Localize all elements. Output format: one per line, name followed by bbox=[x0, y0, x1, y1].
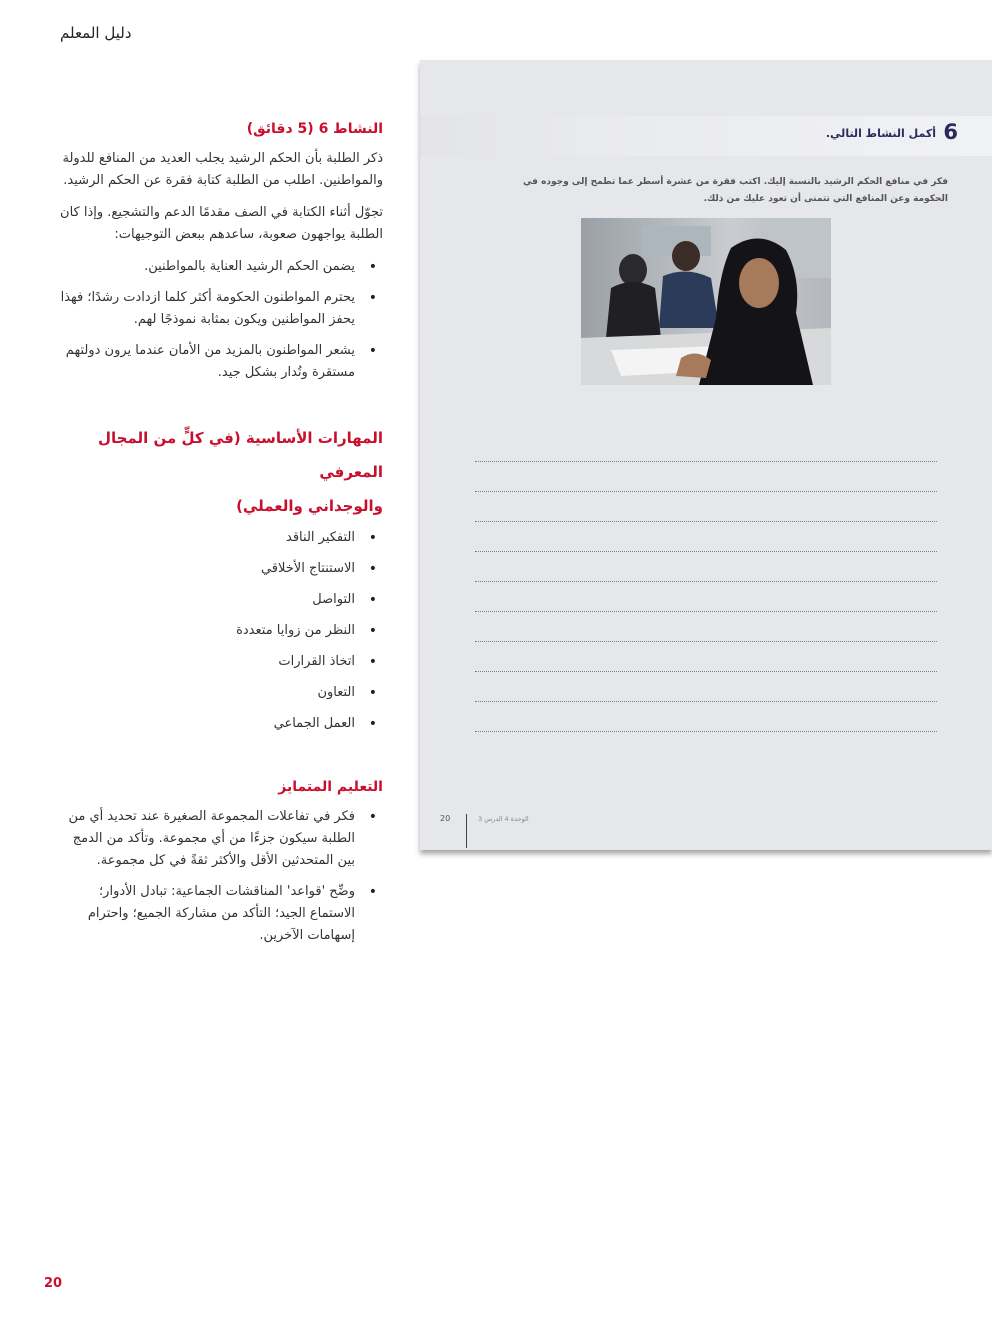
list-item: • النظر من زوايا متعددة bbox=[60, 620, 383, 642]
footer-divider bbox=[466, 814, 467, 848]
writing-line[interactable] bbox=[475, 672, 937, 702]
activity-paragraph-1: ذكر الطلبة بأن الحكم الرشيد يجلب العديد من المنافع للدولة والمواطنين. اطلب من الطلبة كتابة فقرة عن الحكم الرشيد. bbox=[62, 151, 383, 188]
writing-line[interactable] bbox=[475, 642, 937, 672]
classroom-photo-illustration bbox=[581, 218, 831, 385]
writing-line[interactable] bbox=[475, 612, 937, 642]
activity-title: أكمل النشاط التالي. bbox=[825, 127, 936, 140]
page-number: 20 bbox=[44, 1276, 63, 1291]
activity-title-bar bbox=[420, 116, 992, 156]
list-item: • يحترم المواطنون الحكومة أكثر كلما ازدادت رشدًا؛ فهذا يحفز المواطنين ويكون بمثابة نموذجًا لهم. bbox=[60, 287, 383, 331]
writing-line[interactable] bbox=[475, 492, 937, 522]
list-item: • وضِّح 'قواعد' المناقشات الجماعية: تبادل الأدوار؛ الاستماع الجيد؛ التأكد من مشاركة الجميع؛ واحترام إسهامات الآخرين. bbox=[60, 881, 383, 947]
writing-line[interactable] bbox=[475, 432, 937, 462]
list-item: • العمل الجماعي bbox=[60, 713, 383, 735]
writing-line[interactable] bbox=[475, 522, 937, 552]
skills-list bbox=[60, 527, 383, 735]
workbook-page-number: 20 bbox=[440, 814, 451, 823]
classroom-photo bbox=[581, 218, 831, 385]
activity-heading: النشاط 6 (5 دقائق) bbox=[246, 121, 383, 137]
writing-line[interactable] bbox=[475, 702, 937, 732]
activity-paragraph-2: تجوّل أثناء الكتابة في الصف مقدمًا الدعم والتشجيع. وإذا كان الطلبة يواجهون صعوبة، ساعدهم ببعض التوجيهات: bbox=[60, 205, 383, 242]
list-item: • التواصل bbox=[60, 589, 383, 611]
list-item: • التعاون bbox=[60, 682, 383, 704]
writing-lines[interactable] bbox=[475, 432, 937, 732]
writing-line[interactable] bbox=[475, 582, 937, 612]
activity-bullet-list bbox=[60, 256, 383, 384]
page-header-title: دليل المعلم bbox=[60, 24, 132, 42]
activity-instruction: فكر في منافع الحكم الرشيد بالنسبة إليك. اكتب فقرة من عشرة أسطر عما تطمح إلى وجوده في الحكومة وعن المنافع التي تتمنى أن تعود عليك من ذلك. bbox=[522, 177, 948, 204]
workbook-unit-lesson: الوحدة 4 الدرس 3 bbox=[478, 815, 529, 823]
list-item: • فكر في تفاعلات المجموعة الصغيرة عند تحديد أي من الطلبة سيكون جزءًا من أي مجموعة. وتأكد من الدمج بين المتحدثين الأقل والأكثر ثقةً في كل مجموعة. bbox=[60, 806, 383, 872]
workbook-page-panel bbox=[420, 60, 992, 850]
activity-number: 6 bbox=[943, 120, 958, 144]
skills-heading-line-1: المهارات الأساسية (في كلٍّ من المجال المعرفي bbox=[97, 429, 383, 481]
list-item: • يشعر المواطنون بالمزيد من الأمان عندما يرون دولتهم مستقرة وتُدار بشكل جيد. bbox=[60, 340, 383, 384]
list-item: • التفكير الناقد bbox=[60, 527, 383, 549]
writing-line[interactable] bbox=[475, 462, 937, 492]
teacher-guide-column bbox=[60, 118, 383, 956]
list-item: • يضمن الحكم الرشيد العناية بالمواطنين. bbox=[60, 256, 383, 278]
workbook-footer bbox=[420, 812, 992, 852]
skills-heading-line-2: والوجداني والعملي) bbox=[236, 497, 383, 515]
writing-line[interactable] bbox=[475, 552, 937, 582]
differentiated-bullet-list bbox=[60, 806, 383, 947]
list-item: • اتخاذ القرارات bbox=[60, 651, 383, 673]
differentiated-heading: التعليم المتمايز bbox=[278, 779, 383, 795]
list-item: • الاستنتاج الأخلاقي bbox=[60, 558, 383, 580]
